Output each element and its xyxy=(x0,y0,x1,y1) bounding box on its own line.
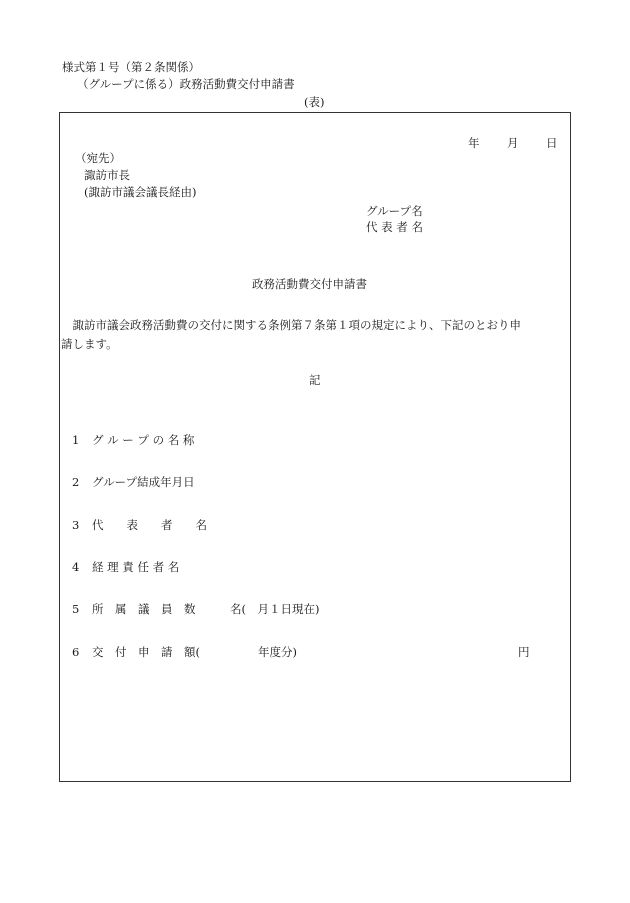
date-year-label: 年 xyxy=(468,136,480,150)
item-label-group-name: グ ル ー プ の 名 称 xyxy=(92,433,195,447)
group-name-label: グループ名 xyxy=(366,204,423,218)
item-number: 1 xyxy=(72,433,80,447)
item-number: 2 xyxy=(72,475,80,489)
body-text-line1: 諏訪市議会政務活動費の交付に関する条例第７条第１項の規定により、下記のとおり申 xyxy=(61,318,521,332)
item-number: 5 xyxy=(72,602,80,616)
item-number: 3 xyxy=(72,518,80,532)
note-heading: 記 xyxy=(309,373,321,387)
item-label-accounting-manager: 経 理 責 任 者 名 xyxy=(92,560,180,574)
item-value-fiscal-year: 年度分) xyxy=(258,645,297,659)
item-label-application-amount: 交 付 申 請 額( xyxy=(92,645,200,659)
representative-label: 代 表 者 名 xyxy=(366,220,423,234)
form-subtitle: （グループに係る）政務活動費交付申請書 xyxy=(77,77,295,91)
addressee-via: (諏訪市議会議長経由) xyxy=(84,185,197,199)
date-month-label: 月 xyxy=(507,136,519,150)
item-label-representative: 代 表 者 名 xyxy=(92,518,207,532)
date-day-label: 日 xyxy=(546,136,558,150)
item-unit-yen: 円 xyxy=(518,645,530,659)
item-value-member-count: 名( 月１日現在) xyxy=(230,602,320,616)
addressee-name: 諏訪市長 xyxy=(84,168,130,182)
item-number: 4 xyxy=(72,560,80,574)
document-title: 政務活動費交付申請書 xyxy=(252,277,367,291)
item-label-member-count: 所 属 議 員 数 xyxy=(92,602,196,616)
body-text-line2: 請します。 xyxy=(61,337,118,351)
addressee-prefix: （宛先） xyxy=(75,151,121,165)
side-label: (表) xyxy=(304,95,325,109)
item-label-formation-date: グループ結成年月日 xyxy=(92,475,195,489)
form-number: 様式第１号（第２条関係） xyxy=(62,60,200,74)
item-number: 6 xyxy=(72,645,80,659)
